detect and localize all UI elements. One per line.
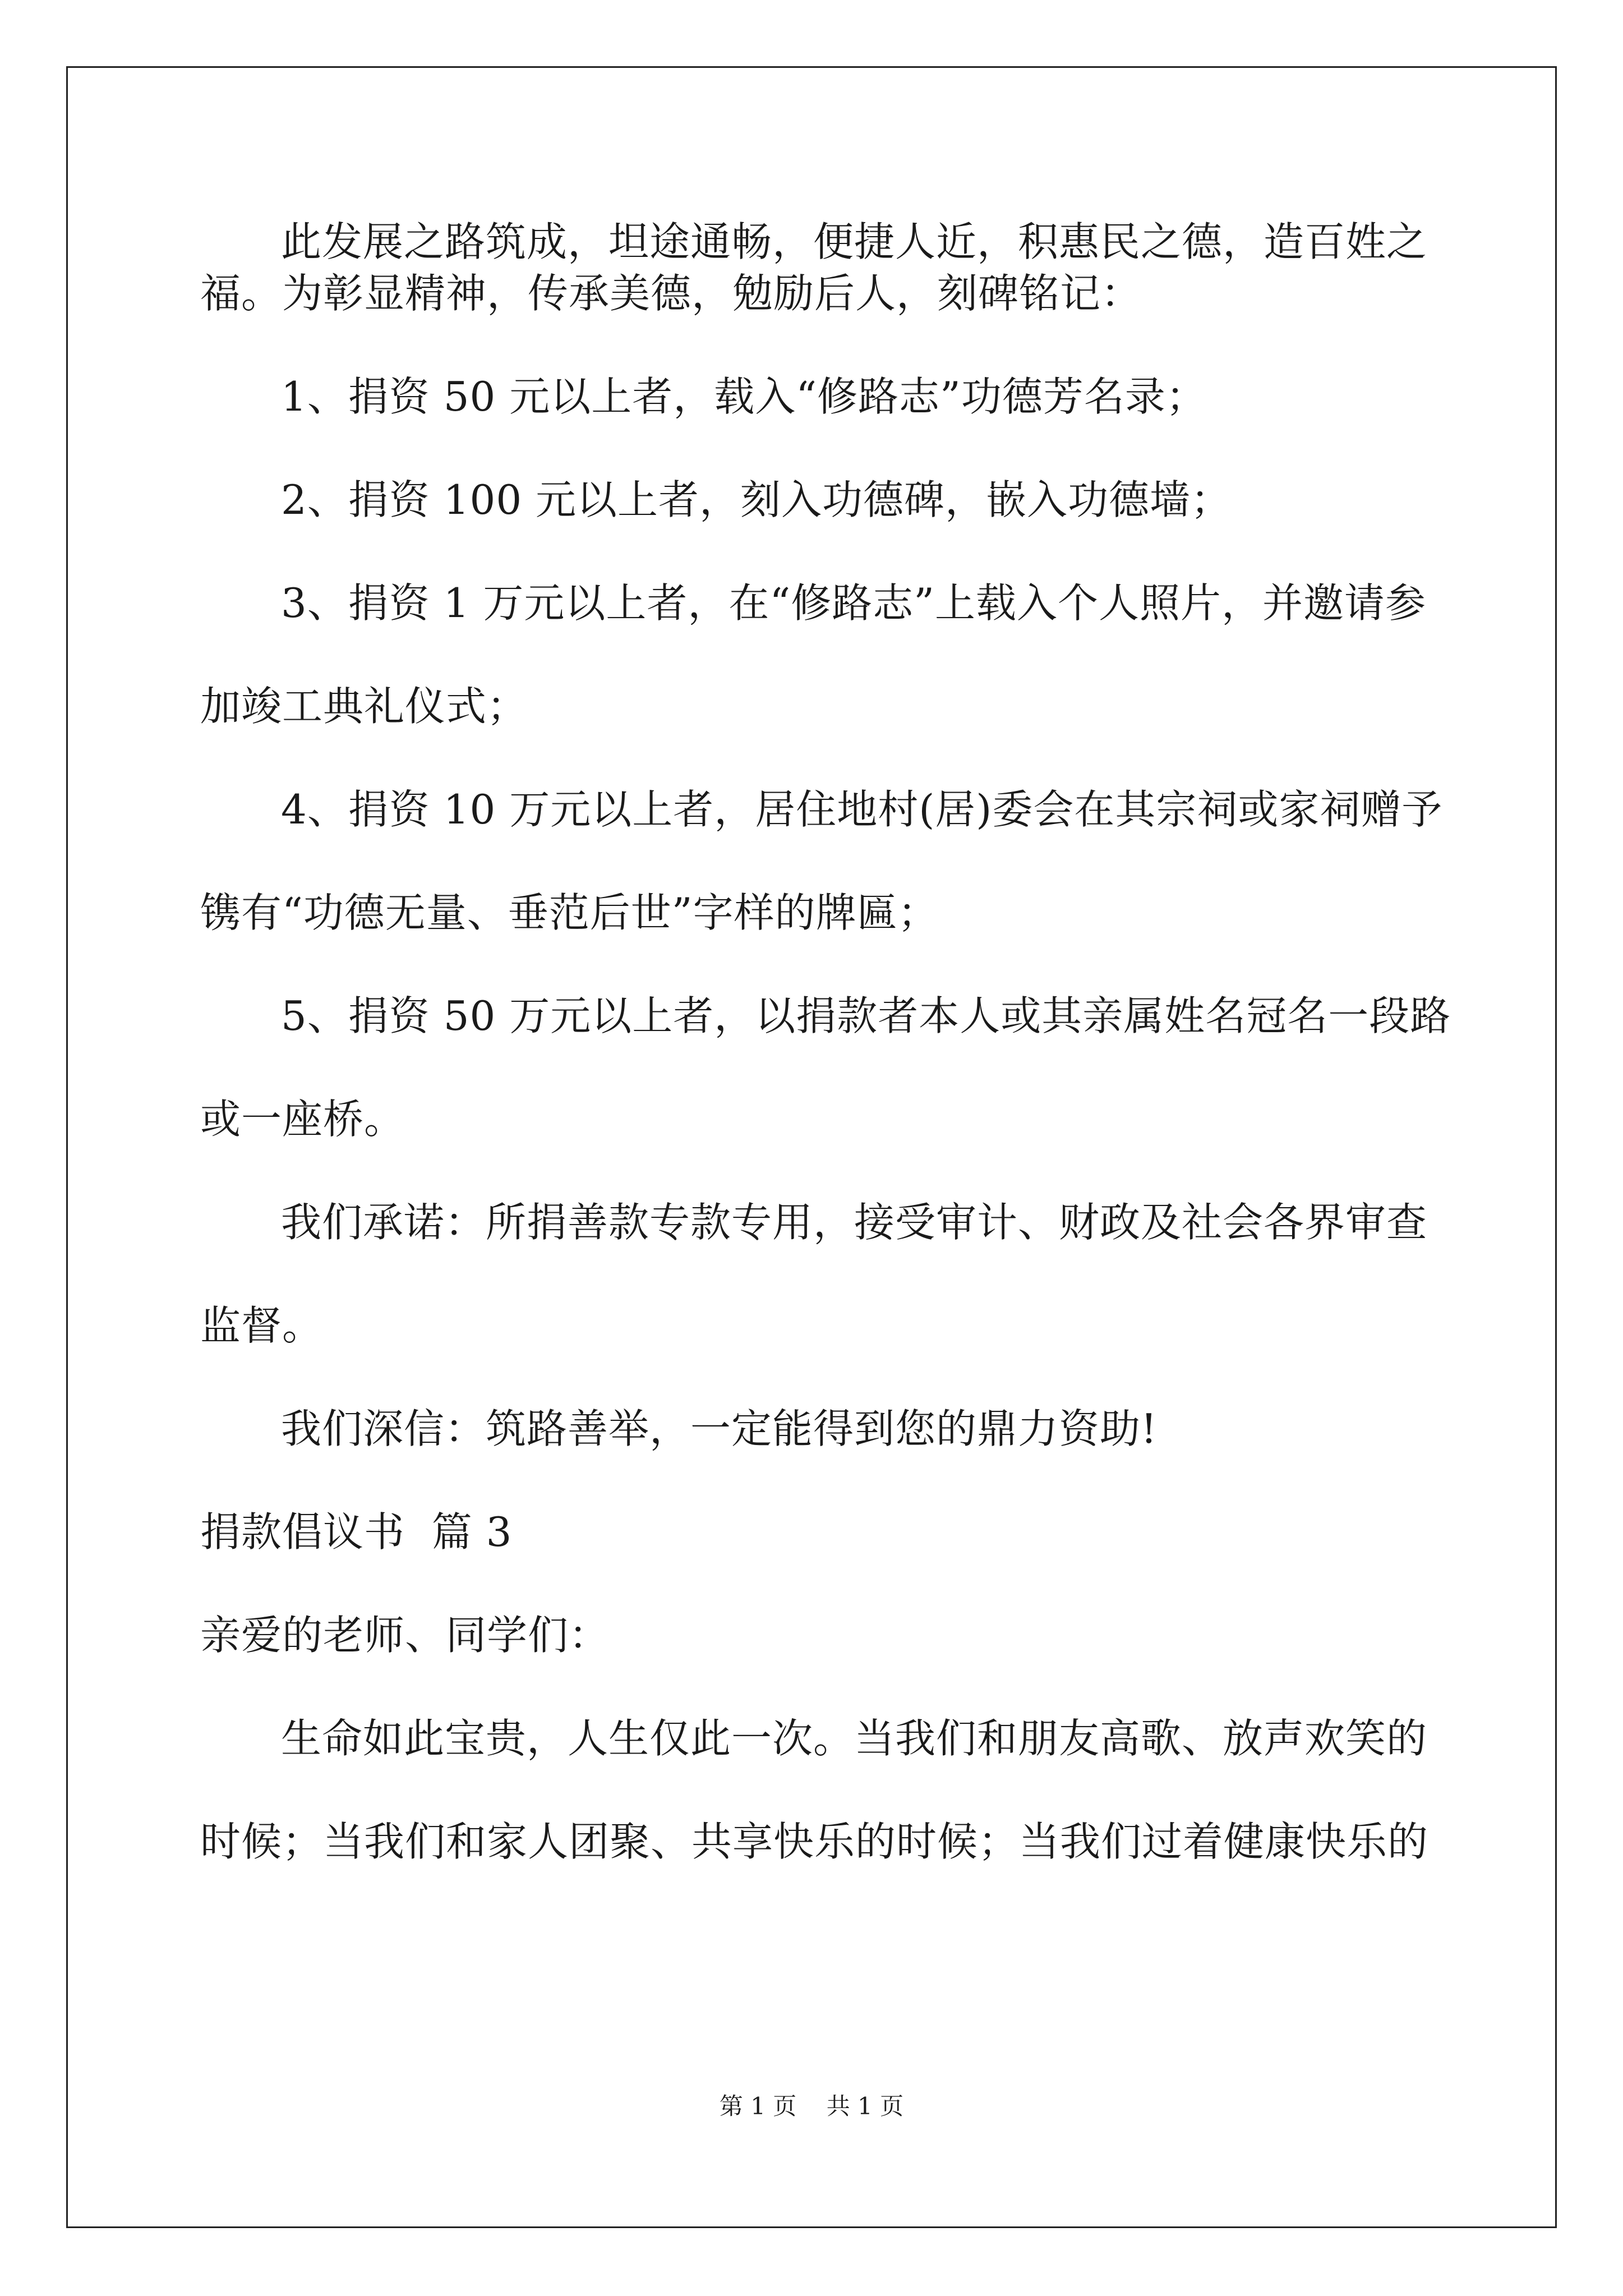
- text-line: 3、捐资 1 万元以上者，在“修路志”上载入个人照片，并邀请参: [281, 579, 1427, 627]
- paragraph-commitment: [200, 1197, 1428, 1351]
- paragraph-intro: [200, 216, 1428, 319]
- text-line: 我们承诺：所捐善款专款专用，接受审计、财政及社会各界审查: [281, 1199, 1428, 1246]
- salutation: 亲爱的老师、同学们：: [200, 1612, 610, 1659]
- paragraph-item-1: [200, 371, 1423, 422]
- paragraph-belief: [200, 1403, 1423, 1455]
- text-line: 2、捐资 100 元以上者，刻入功德碑，嵌入功德墙；: [281, 476, 1232, 523]
- paragraph-item-5: [200, 990, 1451, 1145]
- text-line: 生命如此宝贵，人生仅此一次。当我们和朋友高歌、放声欢笑的: [281, 1715, 1428, 1762]
- text-line: 此发展之路筑成，坦途通畅，便捷人近，积惠民之德，造百姓之: [281, 218, 1428, 265]
- text-line: 镌有“功德无量、垂范后世”字样的牌匾；: [200, 889, 939, 936]
- text-line: 福。为彰显精神，传承美德，勉励后人，刻碑铭记：: [200, 270, 1142, 317]
- text-line: 或一座桥。: [200, 1096, 405, 1143]
- document-body: [200, 216, 1451, 1867]
- text-line: 监督。: [200, 1302, 324, 1349]
- paragraph-life: [200, 1713, 1429, 1867]
- page-footer: 第 1 页 共 1 页: [719, 2092, 904, 2120]
- paragraph-item-3: [200, 577, 1427, 732]
- text-line: 加竣工典礼仪式；: [200, 683, 528, 730]
- text-line: 1、捐资 50 元以上者，载入“修路志”功德芳名录；: [281, 373, 1207, 420]
- text-line: 我们深信：筑路善举，一定能得到您的鼎力资助!: [281, 1405, 1158, 1452]
- paragraph-item-2: [200, 474, 1423, 526]
- text-line: 4、捐资 10 万元以上者，居住地村(居)委会在其宗祠或家祠赠予: [281, 786, 1443, 833]
- text-line: 5、捐资 50 万元以上者，以捐款者本人或其亲属姓名冠名一段路: [281, 992, 1451, 1039]
- section-title: 捐款倡议书 篇 3: [200, 1508, 513, 1556]
- paragraph-item-4: [200, 784, 1443, 938]
- text-line: 时候；当我们和家人团聚、共享快乐的时候；当我们过着健康快乐的: [200, 1818, 1429, 1865]
